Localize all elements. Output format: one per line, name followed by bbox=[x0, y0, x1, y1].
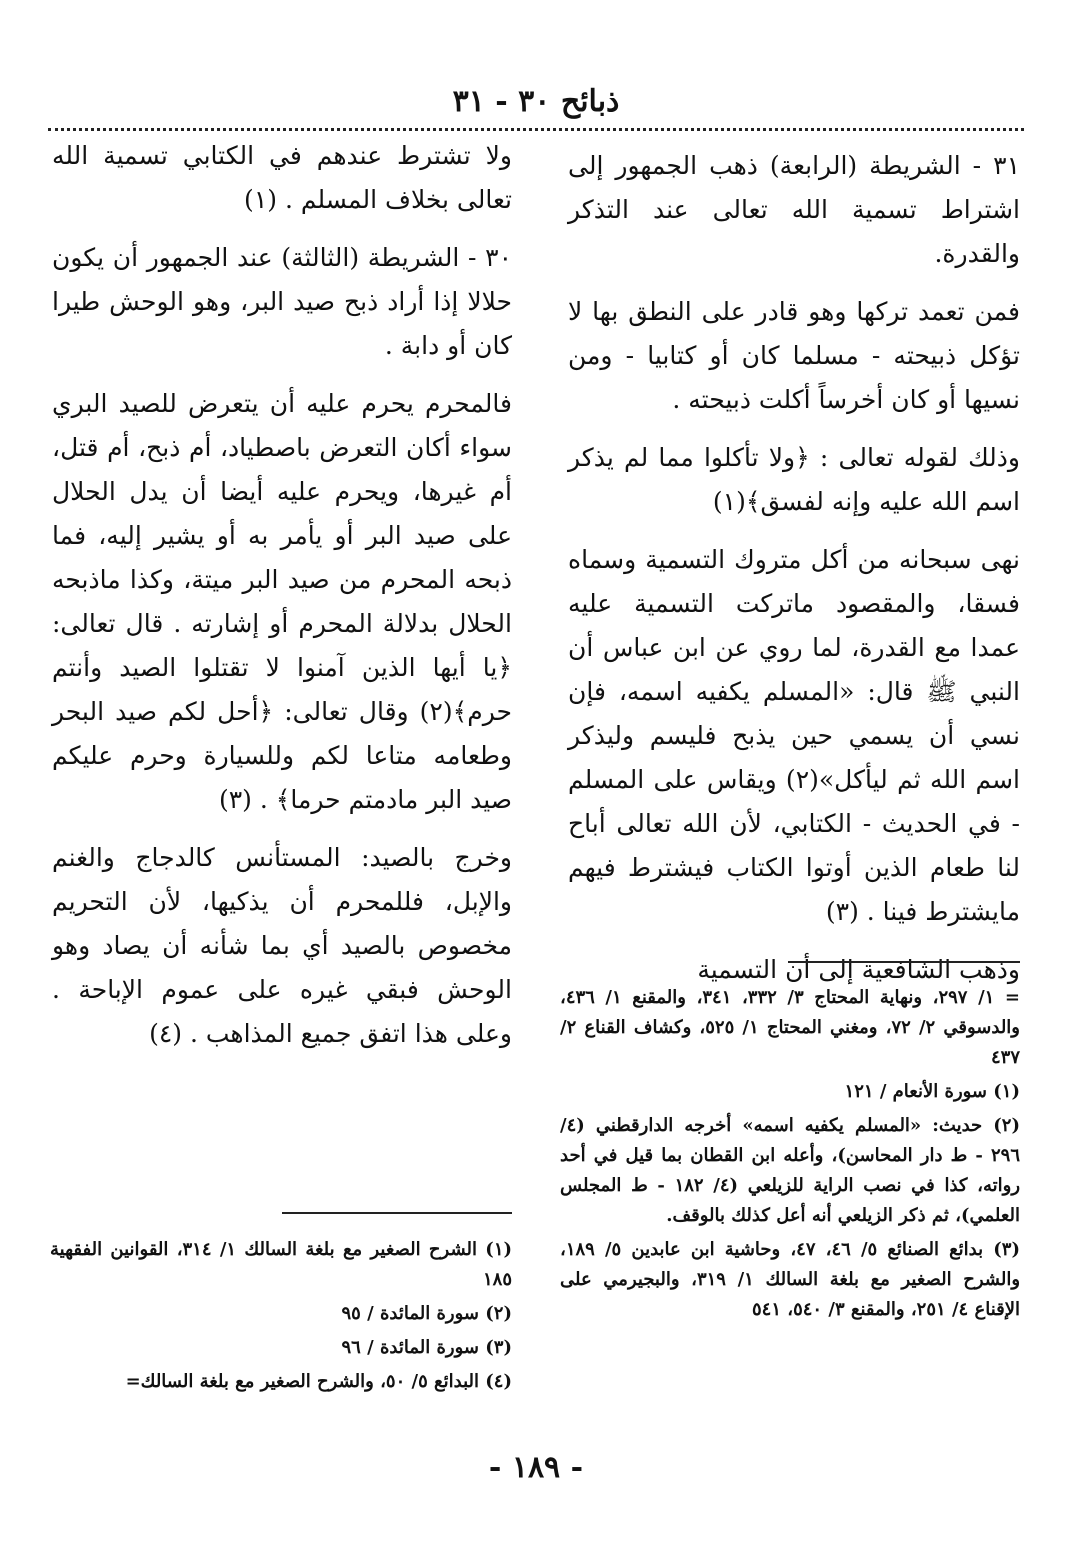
paragraph: نهى سبحانه من أكل متروك التسمية وسماه فسقا، والمقصود ماتركت التسمية عليه عمدا مع القدرة، لما روي عن ابن عباس أن النبي ﷺ قال: «المسلم يكفيه اسمه، فإن نسي أن يسمي حين يذبح فليسم وليذكر اسم الله ثم ليأكل»(٢) ويقاس على المسلم - في الحديث - الكتابي، لأن الله تعالى أباح لنا طعام الذين أوتوا الكتاب فيشترط فيهم مايشترط فينا . (٣) bbox=[568, 545, 1021, 926]
footnote: (١) سورة الأنعام / ١٢١ bbox=[844, 1081, 1020, 1102]
paragraph: ٣٠ - الشريطة (الثالثة) عند الجمهور أن يكون حلالا إذا أراد ذبح صيد البر، وهو الوحش طيرا كان أو دابة . bbox=[52, 243, 512, 360]
footnote: (٣) بدائع الصنائع ٥/ ٤٦، ٤٧، وحاشية ابن عابدين ٥/ ١٨٩، والشرح الصغير مع بلغة السالك ١/ ٣١٩، والبجيرمي على الإقناع ٤/ ٢٥١، والمقنع ٣/ ٥٤٠، ٥٤١ bbox=[560, 1239, 1021, 1320]
footnote-divider bbox=[282, 1212, 512, 1214]
left-footnotes bbox=[50, 1235, 512, 1401]
footnote-divider bbox=[788, 961, 1020, 963]
paragraph: وخرج بالصيد: المستأنس كالدجاج والغنم والإبل، فللمحرم أن يذكيها، لأن التحريم مخصوص بالصيد أي بما شأنه أن يصاد وهو الوحش فبقي غيره على عموم الإباحة . وعلى هذا اتفق جميع المذاهب . (٤) bbox=[52, 843, 512, 1048]
footnote: (١) الشرح الصغير مع بلغة السالك ١/ ٣١٤، القوانين الفقهية ١٨٥ bbox=[50, 1239, 513, 1290]
footnote: (٢) حديث: «المسلم يكفيه اسمه» أخرجه الدارقطني (٤/ ٢٩٦ - ط دار المحاسن)، وأعله ابن القطان بما قيل في أحد رواته، كذا في نصب الراية للزيلعي (٤/ ١٨٢ - ط المجلس العلمي)، ثم ذكر الزيلعي أنه أعل كذلك بالوقف. bbox=[560, 1115, 1021, 1226]
paragraph: فمن تعمد تركها وهو قادر على النطق بها لا تؤكل ذبيحته - مسلما كان أو كتابيا - ومن نسيها أو كان أخرساً أكلت ذبيحته . bbox=[568, 297, 1020, 414]
paragraph: فالمحرم يحرم عليه أن يتعرض للصيد البري سواء أكان التعرض باصطياد، أم ذبح، أم قتل، أم غيرها، ويحرم عليه أيضا أن يدل الحلال على صيد البر أو يأمر به أو يشير إليه، فما ذبحه المحرم من صيد البر ميتة، وكذا ماذبحه الحلال بدلالة المحرم أو إشارته . قال تعالى: ﴿يا أيها الذين آمنوا لا تقتلوا الصيد وأنتم حرم﴾(٢) وقال تعالى: ﴿أحل لكم صيد البحر وطعامه متاعا لكم وللسيارة وحرم عليكم صيد البر مادمتم حرما﴾ . (٣) bbox=[52, 389, 512, 814]
footnote: = ١/ ٢٩٧، ونهاية المحتاج ٣/ ٣٣٢، ٣٤١، والمقنع ١/ ٤٣٦، والدسوقي ٢/ ٧٢، ومغني المحتاج ١/ ٥٢٥، وكشاف القناع ٢/ ٤٣٧ bbox=[560, 987, 1020, 1068]
footnote: (٣) سورة المائدة / ٩٦ bbox=[341, 1337, 512, 1358]
footnote: (٤) البدائع ٥/ ٥٠، والشرح الصغير مع بلغة السالك= bbox=[125, 1371, 512, 1392]
page-number: - ١٨٩ - bbox=[488, 1450, 584, 1485]
paragraph: ولا تشترط عندهم في الكتابي تسمية الله تعالى بخلاف المسلم . (١) bbox=[52, 141, 512, 214]
left-column bbox=[52, 134, 512, 1070]
paragraph: وذلك لقوله تعالى : ﴿ولا تأكلوا مما لم يذكر اسم الله عليه وإنه لفسق﴾(١) bbox=[568, 443, 1020, 516]
footnote: (٢) سورة المائدة / ٩٥ bbox=[341, 1303, 512, 1324]
paragraph: ٣١ - الشريطة (الرابعة) ذهب الجمهور إلى اشتراط تسمية الله تعالى عند التذكر والقدرة. bbox=[568, 151, 1020, 268]
right-column bbox=[568, 144, 1020, 1006]
right-footnotes bbox=[560, 983, 1020, 1329]
paragraph: وذهب الشافعية إلى أن التسمية bbox=[697, 955, 1020, 984]
page-header-title: ذبائح ٣٠ - ٣١ bbox=[452, 84, 620, 119]
header-dotted-rule bbox=[48, 128, 1024, 131]
